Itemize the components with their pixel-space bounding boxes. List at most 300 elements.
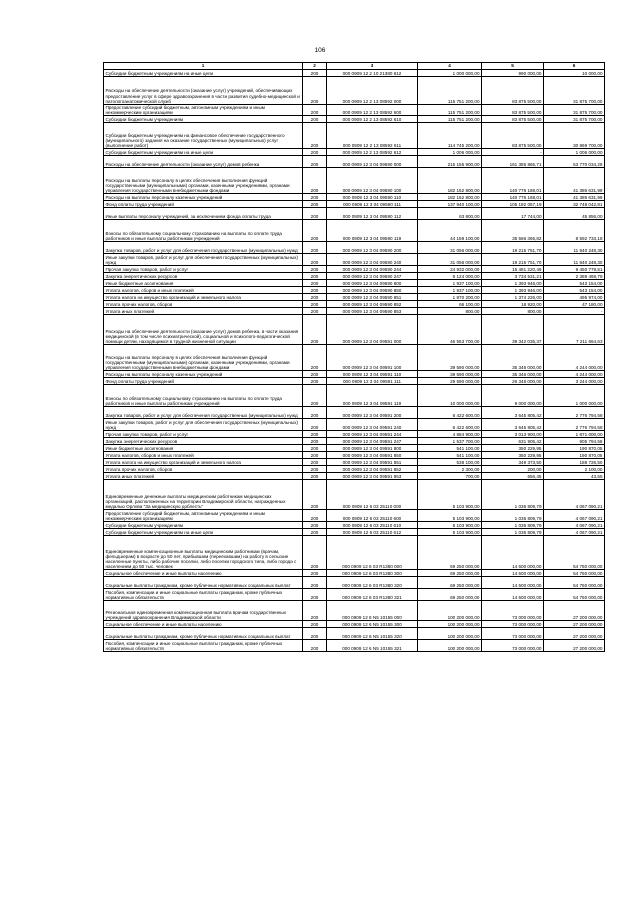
unexecuted-amount-cell: 1 000 000,00 (544, 385, 605, 407)
table-row (104, 407, 605, 419)
executed-amount-cell: 1 036 809,79 (482, 522, 544, 529)
row-code-cell: 200 (303, 266, 327, 273)
row-code-cell: 200 (303, 208, 327, 220)
row-code-cell: 200 (303, 407, 327, 419)
row-name-cell: Взносы по обязательному социальному страхованию на выплаты по оплате труда работников и иные выплаты работникам учреждений (104, 220, 303, 242)
executed-amount-cell: 3 645 805,42 (482, 407, 544, 419)
table-row (104, 459, 605, 466)
row-code-cell: 200 (303, 280, 327, 287)
approved-amount-cell: 1 537 700,00 (418, 438, 482, 445)
table-row (104, 628, 605, 640)
table-row (104, 287, 605, 294)
table-row (104, 123, 605, 149)
row-name-cell: Фонд оплаты труда учреждений (104, 201, 303, 208)
executed-amount-cell: 631 905,42 (482, 438, 544, 445)
budget-code-cell: 000 0909 12 3 04 09590 800 (327, 280, 418, 287)
budget-code-cell: 000 0909 12 3 04 09591 000 (327, 315, 418, 345)
unexecuted-amount-cell: 31 875 700,00 (544, 77, 605, 105)
row-name-cell: Предоставление субсидий бюджетным, автономным учреждениям и иным некоммерческим организациям (104, 105, 303, 116)
approved-amount-cell: 4 884 900,00 (418, 431, 482, 438)
row-name-cell: Расходы на выплаты персоналу казенных учреждений (104, 371, 303, 378)
approved-amount-cell: 100 200 000,00 (418, 601, 482, 621)
table-row (104, 315, 605, 345)
row-code-cell: 200 (303, 149, 327, 156)
table-row (104, 294, 605, 301)
executed-amount-cell: 83 875 500,00 (482, 105, 544, 116)
row-code-cell: 200 (303, 194, 327, 201)
unexecuted-amount-cell: 495 974,00 (544, 294, 605, 301)
unexecuted-amount-cell: 7 211 664,63 (544, 315, 605, 345)
budget-code-cell: 000 0909 12 3 04 09590 111 (327, 201, 418, 208)
executed-amount-cell: 350 229,95 (482, 445, 544, 452)
executed-amount-cell: 19 215 751,70 (482, 242, 544, 254)
executed-amount-cell: 349 373,50 (482, 459, 544, 466)
row-name-cell: Социальное обеспечение и иные выплаты населению (104, 621, 303, 628)
table-row (104, 105, 605, 116)
unexecuted-amount-cell: 45 856,00 (544, 208, 605, 220)
table-row (104, 168, 605, 194)
table-row (104, 280, 605, 287)
executed-amount-cell: 35 566 366,82 (482, 220, 544, 242)
budget-code-cell: 000 0909 12 6 N5 10155 300 (327, 621, 418, 628)
executed-amount-cell: 15 481 220,49 (482, 266, 544, 273)
table-row (104, 621, 605, 628)
approved-amount-cell: 1 937 100,00 (418, 287, 482, 294)
table-row (104, 70, 605, 77)
row-code-cell: 200 (303, 459, 327, 466)
approved-amount-cell: 1 006 000,00 (418, 149, 482, 156)
table-row (104, 116, 605, 123)
table-row (104, 273, 605, 280)
table-row (104, 601, 605, 621)
unexecuted-amount-cell: 54 750 000,00 (544, 577, 605, 589)
row-name-cell: Расходы на обеспечение деятельности (оказание услуг) домов ребенка, в части оказания медицинской (в том числе психиатрической), социальной и психолого-педагогической помощи детям, находящимся в трудной жизненной ситуации (104, 315, 303, 345)
approved-amount-cell: 541 100,00 (418, 445, 482, 452)
unexecuted-amount-cell: 4 067 090,21 (544, 522, 605, 529)
row-code-cell: 200 (303, 589, 327, 601)
row-code-cell: 200 (303, 301, 327, 308)
approved-amount-cell: 137 940 100,00 (418, 201, 482, 208)
table-header-row (104, 63, 605, 70)
row-code-cell: 200 (303, 294, 327, 301)
unexecuted-amount-cell: 11 840 248,30 (544, 254, 605, 266)
table-row (104, 529, 605, 536)
approved-amount-cell: 182 162 800,00 (418, 194, 482, 201)
row-code-cell: 200 (303, 438, 327, 445)
row-code-cell: 200 (303, 77, 327, 105)
row-name-cell: Субсидии бюджетным учреждениям на иные цели (104, 70, 303, 77)
row-code-cell: 200 (303, 570, 327, 577)
approved-amount-cell: 63 800,00 (418, 208, 482, 220)
table-row (104, 438, 605, 445)
executed-amount-cell: 350 229,95 (482, 452, 544, 459)
approved-amount-cell: 6 124 000,00 (418, 273, 482, 280)
table-row (104, 452, 605, 459)
unexecuted-amount-cell: 188 726,50 (544, 459, 605, 466)
row-code-cell: 200 (303, 201, 327, 208)
row-code-cell: 200 (303, 445, 327, 452)
budget-code-cell: 000 0909 12 6 N5 10155 321 (327, 640, 418, 652)
row-code-cell: 200 (303, 480, 327, 510)
unexecuted-amount-cell: 2 776 794,58 (544, 419, 605, 431)
row-name-cell: Уплата налогов, сборов и иных платежей (104, 287, 303, 294)
budget-table (103, 62, 605, 652)
approved-amount-cell: 31 056 000,00 (418, 254, 482, 266)
table-row (104, 220, 605, 242)
unexecuted-amount-cell: 4 067 090,21 (544, 480, 605, 510)
approved-amount-cell: 10 000 000,00 (418, 385, 482, 407)
budget-code-cell: 000 0909 12 3 04 09591 110 (327, 371, 418, 378)
budget-code-cell: 000 0909 12 3 04 09591 244 (327, 431, 418, 438)
row-code-cell: 200 (303, 168, 327, 194)
row-code-cell: 200 (303, 70, 327, 77)
budget-code-cell: 000 0909 12 3 04 09590 000 (327, 156, 418, 168)
unexecuted-amount-cell: 54 750 000,00 (544, 589, 605, 601)
executed-amount-cell: 1 374 226,00 (482, 294, 544, 301)
budget-code-cell: 000 0909 12 6 03 25110 612 (327, 529, 418, 536)
table-row (104, 378, 605, 385)
budget-code-cell: 000 0909 12 6 03 R1380 000 (327, 536, 418, 570)
table-row (104, 371, 605, 378)
table-row (104, 570, 605, 577)
table-row (104, 201, 605, 208)
budget-code-cell: 000 0909 12 3 04 09590 200 (327, 242, 418, 254)
budget-code-cell: 000 0909 12 2 13 08592 000 (327, 77, 418, 105)
table-row (104, 480, 605, 510)
budget-code-cell: 000 0909 12 6 N5 10155 000 (327, 601, 418, 621)
approved-amount-cell: 115 751 200,00 (418, 105, 482, 116)
row-name-cell: Социальные выплаты гражданам, кроме публичных нормативных социальных выплат (104, 577, 303, 589)
table-row (104, 308, 605, 315)
approved-amount-cell: 29 590 000,00 (418, 378, 482, 385)
executed-amount-cell: 19 215 751,70 (482, 254, 544, 266)
unexecuted-amount-cell: 2 100,00 (544, 466, 605, 473)
row-name-cell: Субсидии бюджетным учреждениям на иные цели (104, 529, 303, 536)
table-row (104, 473, 605, 480)
table-row (104, 301, 605, 308)
executed-amount-cell: 1 036 809,79 (482, 480, 544, 510)
executed-amount-cell: 35 346 000,00 (482, 371, 544, 378)
budget-code-cell: 000 0909 12 2 13 08592 612 (327, 149, 418, 156)
approved-amount-cell: 5 103 900,00 (418, 510, 482, 522)
row-name-cell: Иные выплаты персоналу учреждений, за исключением фонда оплаты труда (104, 208, 303, 220)
approved-amount-cell: 1 000 000,00 (418, 70, 482, 77)
approved-amount-cell: 39 590 000,00 (418, 345, 482, 371)
row-code-cell: 200 (303, 419, 327, 431)
column-header: 3 (327, 63, 418, 70)
row-code-cell: 200 (303, 431, 327, 438)
unexecuted-amount-cell: 30 869 700,00 (544, 123, 605, 149)
approved-amount-cell: 66 100,00 (418, 301, 482, 308)
unexecuted-amount-cell: 4 244 000,00 (544, 345, 605, 371)
approved-amount-cell: 100 200 000,00 (418, 621, 482, 628)
approved-amount-cell: 115 751 200,00 (418, 77, 482, 105)
executed-amount-cell: 73 000 000,00 (482, 621, 544, 628)
executed-amount-cell: 1 036 809,79 (482, 529, 544, 536)
approved-amount-cell: 69 250 000,00 (418, 570, 482, 577)
unexecuted-amount-cell: 2 389 468,79 (544, 273, 605, 280)
budget-code-cell: 000 0909 12 3 04 09591 240 (327, 419, 418, 431)
unexecuted-amount-cell: 190 870,05 (544, 445, 605, 452)
budget-code-cell: 000 0909 12 6 03 R1380 320 (327, 577, 418, 589)
approved-amount-cell: 115 751 200,00 (418, 116, 482, 123)
budget-code-cell: 000 0909 12 3 04 09591 119 (327, 385, 418, 407)
budget-code-cell: 000 0909 12 6 03 R1380 321 (327, 589, 418, 601)
unexecuted-amount-cell: 543 154,00 (544, 280, 605, 287)
budget-code-cell: 000 0909 12 3 04 09590 851 (327, 294, 418, 301)
executed-amount-cell: - (482, 149, 544, 156)
budget-code-cell: 000 0909 12 3 04 09591 100 (327, 345, 418, 371)
unexecuted-amount-cell: 53 770 034,29 (544, 156, 605, 168)
executed-amount-cell: 1 393 946,00 (482, 287, 544, 294)
approved-amount-cell: 538 100,00 (418, 459, 482, 466)
row-code-cell: 200 (303, 220, 327, 242)
unexecuted-amount-cell: 41 386 631,99 (544, 168, 605, 194)
executed-amount-cell: 83 875 500,00 (482, 77, 544, 105)
row-code-cell: 200 (303, 156, 327, 168)
column-header: 1 (104, 63, 303, 70)
executed-amount-cell: 39 342 035,37 (482, 315, 544, 345)
budget-code-cell: 000 0909 12 3 04 09591 200 (327, 407, 418, 419)
table-row (104, 345, 605, 371)
unexecuted-amount-cell: 8 592 733,18 (544, 220, 605, 242)
executed-amount-cell: 3 013 900,00 (482, 431, 544, 438)
unexecuted-amount-cell: 4 067 090,21 (544, 510, 605, 522)
row-code-cell: 200 (303, 628, 327, 640)
executed-amount-cell: 140 776 168,01 (482, 168, 544, 194)
table-row (104, 466, 605, 473)
executed-amount-cell: 3 645 805,42 (482, 419, 544, 431)
table-row (104, 385, 605, 407)
row-name-cell: Закупка товаров, работ и услуг для обеспечения государственных (муниципальных) нужд (104, 407, 303, 419)
budget-code-cell: 000 0909 12 3 04 09591 800 (327, 445, 418, 452)
unexecuted-amount-cell: 905 794,58 (544, 438, 605, 445)
row-code-cell: 200 (303, 308, 327, 315)
executed-amount-cell: 14 500 000,00 (482, 570, 544, 577)
row-name-cell: Расходы на обеспечение деятельности (оказание услуг) домов ребенка (104, 156, 303, 168)
table-row (104, 522, 605, 529)
row-name-cell: Единовременные компенсационные выплаты медицинским работникам (врачам, фельдшерам) в возрасте до 50 лет, прибывшим (переехавшим) на работу в сельские населенные пункты, либо рабочие поселки, либо поселки городского типа, либо города с населением до 50 тыс. человек (104, 536, 303, 570)
executed-amount-cell: 9 000 000,00 (482, 385, 544, 407)
row-name-cell: Прочая закупка товаров, работ и услуг (104, 266, 303, 273)
row-code-cell: 200 (303, 105, 327, 116)
row-code-cell: 200 (303, 510, 327, 522)
row-name-cell: Расходы на обеспечение деятельности (оказание услуг) учреждений, обеспечивающих предоставление услуг в сфере здравоохранения в части развития судебно-медицинской и патологоанатомической служб (104, 77, 303, 105)
row-name-cell: Взносы по обязательному социальному страхованию на выплаты по оплате труда работников и иные выплаты работникам учреждений (104, 385, 303, 407)
page-number: 106 (314, 47, 326, 54)
unexecuted-amount-cell: 4 244 000,00 (544, 371, 605, 378)
row-code-cell: 200 (303, 529, 327, 536)
budget-code-cell: 000 0909 12 3 04 09590 850 (327, 287, 418, 294)
row-name-cell: Предоставление субсидий бюджетным, автономным учреждениям и иным некоммерческим организациям (104, 510, 303, 522)
budget-code-cell: 000 0909 12 6 N5 10155 320 (327, 628, 418, 640)
executed-amount-cell: 83 875 500,00 (482, 123, 544, 149)
row-code-cell: 200 (303, 452, 327, 459)
row-name-cell: Расходы на выплаты персоналу казенных учреждений (104, 194, 303, 201)
budget-code-cell: 000 0909 12 2 13 08592 600 (327, 105, 418, 116)
approved-amount-cell: 800,00 (418, 308, 482, 315)
executed-amount-cell: 26 346 000,00 (482, 378, 544, 385)
budget-code-cell: 000 0909 12 3 04 09591 851 (327, 459, 418, 466)
column-header: 2 (303, 63, 327, 70)
budget-code-cell: 000 0909 12 2 10 21380 612 (327, 70, 418, 77)
row-code-cell: 200 (303, 116, 327, 123)
approved-amount-cell: 100 200 000,00 (418, 640, 482, 652)
row-code-cell: 200 (303, 287, 327, 294)
executed-amount-cell: 73 000 000,00 (482, 628, 544, 640)
budget-code-cell: 000 0909 12 2 13 08592 611 (327, 123, 418, 149)
column-header: 6 (544, 63, 605, 70)
row-code-cell: 200 (303, 473, 327, 480)
unexecuted-amount-cell: 47 180,00 (544, 301, 605, 308)
executed-amount-cell: 73 000 000,00 (482, 640, 544, 652)
row-name-cell: Уплата прочих налогов, сборов (104, 466, 303, 473)
approved-amount-cell: 6 422 600,00 (418, 407, 482, 419)
column-header: 5 (482, 63, 544, 70)
approved-amount-cell: 46 553 700,00 (418, 315, 482, 345)
budget-code-cell: 000 0909 12 3 04 09590 244 (327, 266, 418, 273)
row-name-cell: Субсидии бюджетным учреждениям (104, 522, 303, 529)
executed-amount-cell: 14 500 000,00 (482, 577, 544, 589)
executed-amount-cell: 73 000 000,00 (482, 601, 544, 621)
row-name-cell: Уплата налогов, сборов и иных платежей (104, 452, 303, 459)
row-name-cell: Субсидии бюджетным учреждениям (104, 116, 303, 123)
approved-amount-cell: 5 103 900,00 (418, 522, 482, 529)
approved-amount-cell: 2 300,00 (418, 466, 482, 473)
executed-amount-cell: 1 036 809,79 (482, 510, 544, 522)
executed-amount-cell: 3 734 531,21 (482, 273, 544, 280)
unexecuted-amount-cell: 27 200 000,00 (544, 621, 605, 628)
row-code-cell: 200 (303, 242, 327, 254)
row-name-cell: Фонд оплаты труда учреждений (104, 378, 303, 385)
unexecuted-amount-cell: 11 840 248,30 (544, 242, 605, 254)
executed-amount-cell: 18 920,00 (482, 301, 544, 308)
budget-code-cell: 000 0909 12 3 04 09590 852 (327, 301, 418, 308)
row-name-cell: Иные бюджетные ассигнования (104, 445, 303, 452)
table-row (104, 149, 605, 156)
row-name-cell: Расходы на выплаты персоналу в целях обеспечения выполнения функций государственными (муниципальными) органами, казенными учреждениями, органами управления государственными внебюджетными фондами (104, 345, 303, 371)
budget-code-cell: 000 0909 12 2 13 08592 610 (327, 116, 418, 123)
unexecuted-amount-cell: 2 776 794,58 (544, 407, 605, 419)
executed-amount-cell: 990 000,00 (482, 70, 544, 77)
approved-amount-cell: 700,00 (418, 473, 482, 480)
row-name-cell: Иные закупки товаров, работ и услуг для обеспечения государственных (муниципальных) нужд (104, 254, 303, 266)
row-code-cell: 200 (303, 621, 327, 628)
executed-amount-cell: 1 393 946,00 (482, 280, 544, 287)
table-row (104, 640, 605, 652)
table-row (104, 242, 605, 254)
unexecuted-amount-cell: 27 200 000,00 (544, 601, 605, 621)
executed-amount-cell: 200,00 (482, 466, 544, 473)
approved-amount-cell: 69 250 000,00 (418, 589, 482, 601)
row-name-cell: Субсидии бюджетным учреждениям на финансовое обеспечение государственного (муниципального) задания на оказание государственных (муниципальных) услуг (выполнение работ) (104, 123, 303, 149)
table-row (104, 419, 605, 431)
unexecuted-amount-cell: 54 750 000,00 (544, 536, 605, 570)
table-row (104, 445, 605, 452)
budget-code-cell: 000 0909 12 3 04 09591 111 (327, 378, 418, 385)
row-name-cell: Пособия, компенсации и иные социальные выплаты гражданам, кроме публичных нормативных обязательств (104, 589, 303, 601)
row-code-cell: 200 (303, 254, 327, 266)
unexecuted-amount-cell: 190 870,05 (544, 452, 605, 459)
row-name-cell: Уплата налога на имущество организаций и земельного налога (104, 294, 303, 301)
row-code-cell: 200 (303, 640, 327, 652)
budget-code-cell: 000 0909 12 3 04 09590 119 (327, 220, 418, 242)
executed-amount-cell: 35 346 000,00 (482, 345, 544, 371)
budget-code-cell: 000 0909 12 3 04 09591 247 (327, 438, 418, 445)
unexecuted-amount-cell: 27 200 000,00 (544, 628, 605, 640)
executed-amount-cell: 161 385 865,71 (482, 156, 544, 168)
row-code-cell: 200 (303, 371, 327, 378)
row-name-cell: Иные бюджетные ассигнования (104, 280, 303, 287)
row-name-cell: Региональная единовременная компенсационная выплата врачам государственных учреждений здравоохранения Владимирской области (104, 601, 303, 621)
unexecuted-amount-cell: 1 006 000,00 (544, 149, 605, 156)
budget-code-cell: 000 0909 12 3 04 09591 853 (327, 473, 418, 480)
approved-amount-cell: 5 103 900,00 (418, 480, 482, 510)
row-code-cell: 200 (303, 345, 327, 371)
approved-amount-cell: 69 250 000,00 (418, 577, 482, 589)
executed-amount-cell: 17 744,00 (482, 208, 544, 220)
table-row (104, 208, 605, 220)
approved-amount-cell: 215 155 900,00 (418, 156, 482, 168)
approved-amount-cell: 100 200 000,00 (418, 628, 482, 640)
unexecuted-amount-cell: 9 450 779,51 (544, 266, 605, 273)
row-code-cell: 200 (303, 522, 327, 529)
table-row (104, 77, 605, 105)
unexecuted-amount-cell: 1 871 000,00 (544, 431, 605, 438)
row-name-cell: Прочая закупка товаров, работ и услуг (104, 431, 303, 438)
unexecuted-amount-cell: - (544, 308, 605, 315)
unexecuted-amount-cell: 31 875 700,00 (544, 116, 605, 123)
budget-code-cell: 000 0909 12 6 03 25110 600 (327, 510, 418, 522)
row-name-cell: Субсидии бюджетным учреждениям на иные цели (104, 149, 303, 156)
executed-amount-cell: 656,45 (482, 473, 544, 480)
row-code-cell: 200 (303, 601, 327, 621)
row-name-cell: Единовременные денежные выплаты медицинским работникам медицинских организаций, расположенных на территории Владимирской области, награжденных медалью Орлова "За медицинскую доблесть" (104, 480, 303, 510)
unexecuted-amount-cell: 543 154,00 (544, 287, 605, 294)
budget-code-cell: 000 0909 12 3 04 09590 100 (327, 168, 418, 194)
row-code-cell: 200 (303, 577, 327, 589)
executed-amount-cell: 83 875 500,00 (482, 116, 544, 123)
approved-amount-cell: 1 870 200,00 (418, 294, 482, 301)
row-code-cell: 200 (303, 466, 327, 473)
row-code-cell: 200 (303, 536, 327, 570)
approved-amount-cell: 44 159 100,00 (418, 220, 482, 242)
executed-amount-cell: 14 500 000,00 (482, 589, 544, 601)
budget-code-cell: 000 0909 12 6 03 25110 610 (327, 522, 418, 529)
row-code-cell: 200 (303, 378, 327, 385)
budget-code-cell: 000 0909 12 3 04 09590 853 (327, 308, 418, 315)
executed-amount-cell: 105 192 057,19 (482, 201, 544, 208)
row-code-cell: 200 (303, 273, 327, 280)
unexecuted-amount-cell: 10 000,00 (544, 70, 605, 77)
approved-amount-cell: 24 932 000,00 (418, 266, 482, 273)
budget-code-cell: 000 0909 12 3 04 09590 247 (327, 273, 418, 280)
budget-code-cell: 000 0909 12 3 04 09590 112 (327, 208, 418, 220)
approved-amount-cell: 114 745 200,00 (418, 123, 482, 149)
row-name-cell: Иные закупки товаров, работ и услуг для обеспечения государственных (муниципальных) нужд (104, 419, 303, 431)
row-name-cell: Закупка товаров, работ и услуг для обеспечения государственных (муниципальных) нужд (104, 242, 303, 254)
executed-amount-cell: 14 500 000,00 (482, 536, 544, 570)
row-code-cell: 200 (303, 123, 327, 149)
row-name-cell: Социальное обеспечение и иные выплаты населению (104, 570, 303, 577)
column-header: 4 (418, 63, 482, 70)
unexecuted-amount-cell: 54 750 000,00 (544, 570, 605, 577)
row-code-cell: 200 (303, 385, 327, 407)
row-name-cell: Уплата иных платежей (104, 308, 303, 315)
row-code-cell: 200 (303, 315, 327, 345)
table-row (104, 431, 605, 438)
row-name-cell: Расходы на выплаты персоналу в целях обеспечения выполнения функций государственными (муниципальными) органами, казенными учреждениями, органами управления государственными внебюджетными фондами (104, 168, 303, 194)
